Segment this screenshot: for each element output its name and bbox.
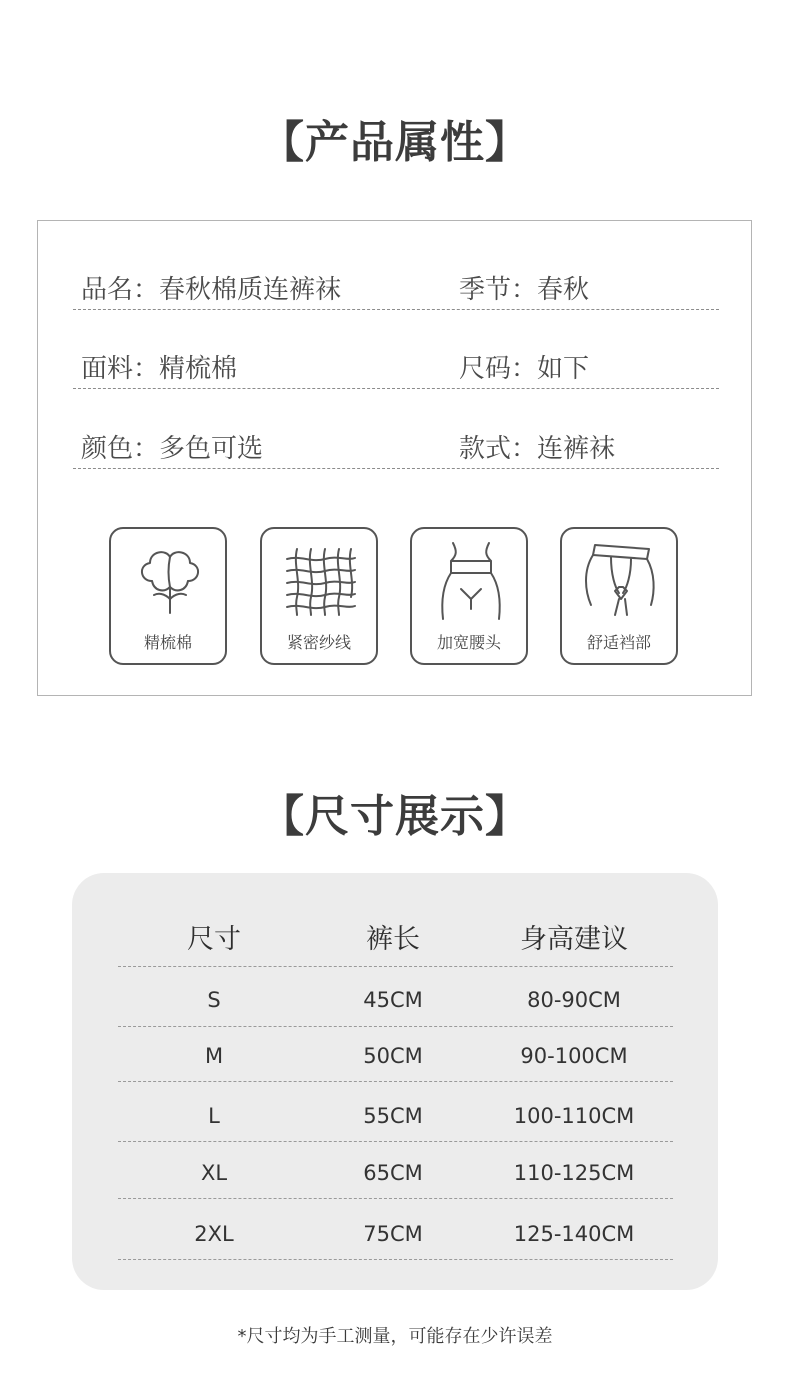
attribute-color: 颜色：多色可选 — [81, 434, 264, 464]
height-cell: 100-110CM — [513, 1104, 635, 1128]
feature-label: 舒适裆部 — [586, 633, 651, 652]
size-cell: 2XL — [194, 1222, 234, 1246]
table-divider — [118, 966, 673, 967]
height-cell: 110-125CM — [513, 1161, 635, 1185]
table-divider — [118, 1026, 673, 1027]
length-cell: 75CM — [363, 1222, 423, 1246]
length-cell: 50CM — [363, 1044, 423, 1068]
attributes-panel — [37, 220, 752, 696]
feature-dense-yarn — [260, 527, 378, 665]
table-divider — [118, 1198, 673, 1199]
height-cell: 90-100CM — [520, 1044, 628, 1068]
attribute-row — [73, 348, 719, 389]
knit-grid-icon — [281, 541, 361, 621]
header-length: 裤长 — [366, 924, 420, 955]
legs-crotch-icon — [581, 541, 661, 621]
size-section-title: 【尺寸展示】 — [260, 791, 530, 842]
length-cell: 55CM — [363, 1104, 423, 1128]
waistband-icon — [431, 541, 511, 621]
attribute-row — [73, 269, 719, 310]
cotton-flower-icon — [130, 541, 210, 621]
feature-combed-cotton — [109, 527, 227, 665]
size-cell: L — [208, 1104, 220, 1128]
attribute-row — [73, 428, 719, 469]
feature-comfort-crotch — [560, 527, 678, 665]
size-cell: XL — [200, 1161, 228, 1185]
attributes-section-title: 【产品属性】 — [260, 117, 530, 168]
height-cell: 80-90CM — [527, 988, 621, 1012]
attribute-style: 款式：连裤袜 — [459, 434, 616, 464]
size-cell: M — [204, 1044, 224, 1068]
size-chart-panel — [72, 873, 718, 1290]
attribute-size: 尺码：如下 — [459, 354, 590, 384]
feature-label: 紧密纱线 — [286, 633, 351, 652]
attribute-season: 季节：春秋 — [459, 275, 590, 305]
height-cell: 125-140CM — [513, 1222, 635, 1246]
length-cell: 45CM — [363, 988, 423, 1012]
table-divider — [118, 1259, 673, 1260]
measurement-note: *尺寸均为手工测量，可能存在少许误差 — [237, 1326, 553, 1347]
length-cell: 65CM — [363, 1161, 423, 1185]
feature-label: 加宽腰头 — [436, 633, 501, 652]
feature-wide-waistband — [410, 527, 528, 665]
attribute-product-name: 品名：春秋棉质连裤袜 — [81, 275, 342, 305]
feature-label: 精梳棉 — [143, 633, 192, 652]
header-size: 尺寸 — [187, 924, 241, 955]
table-divider — [118, 1141, 673, 1142]
size-cell: S — [207, 988, 221, 1012]
header-height: 身高建议 — [520, 924, 628, 955]
attribute-fabric: 面料：精梳棉 — [81, 354, 238, 384]
table-divider — [118, 1081, 673, 1082]
